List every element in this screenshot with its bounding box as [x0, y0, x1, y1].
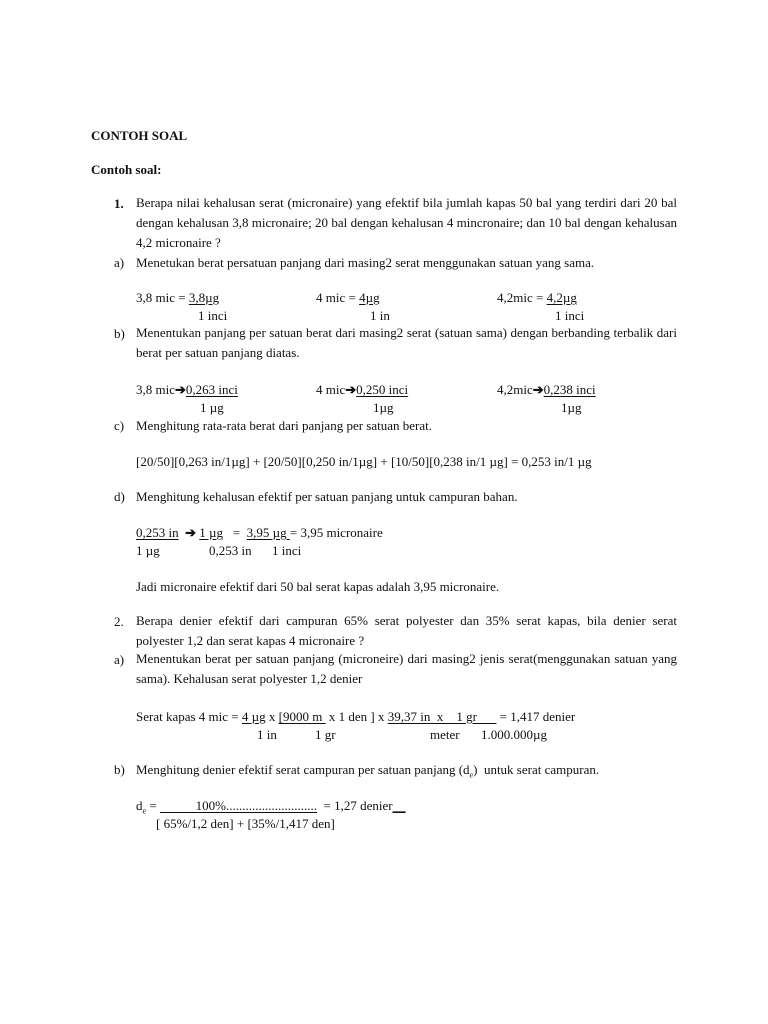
q1-number: 1. — [114, 196, 124, 211]
arrow-icon: ➔ — [185, 525, 197, 540]
q1c-text: Menghitung rata-rata berat dari panjang per satuan berat. — [136, 418, 432, 433]
q2b-text: Menghitung denier efektif serat campuran per satuan panjang $(d_e)$ untuk serat campuran. — [136, 762, 600, 780]
q1a-fraction-1: 3,8 mic = 3,8µg — [136, 290, 220, 305]
q2a-label: a) — [114, 652, 125, 667]
q1a-text: Menetukan berat persatuan panjang dari masing2 serat menggunakan satuan yang sama. — [136, 255, 595, 270]
q2-text: Berapa denier efektif dari campuran 65% serat polyester dan 35% serat kapas, bila denier serat polyester 1,2 dan serat kapas 4 micronaire ? — [136, 613, 677, 648]
q1d-denominator-3: 1 inci — [272, 543, 302, 558]
q2b-denominator: [ 65%/1,2 den] + [35%/1,417 den] — [156, 816, 335, 831]
heading: CONTOH SOAL — [91, 128, 188, 143]
q1b-denominator-3: 1µg — [561, 400, 582, 415]
q1a-fraction-3: 4,2mic = 4,2µg — [497, 290, 577, 305]
q2a-denominator-1: 1 in — [257, 727, 277, 742]
q1d-text: Menghitung kehalusan efektif per satuan panjang untuk campuran bahan. — [136, 489, 518, 504]
q1b-fraction-1: 3,8 mic➔0,263 inci — [136, 382, 238, 397]
q2a-denominator-3: meter — [430, 727, 460, 742]
q1a-denominator-3: 1 inci — [555, 308, 585, 323]
q2a-formula: Serat kapas 4 mic = 4 µg x [9000 m x 1 den ] x 39,37 in x 1 gr = 1,417 denier — [136, 709, 576, 724]
q1b-fraction-2: 4 mic➔0,250 inci — [316, 382, 409, 397]
q1b-text: Menentukan panjang per satuan berat dari masing2 serat (satuan sama) dengan berbanding terbalik dari berat per satuan panjang diatas. — [136, 325, 677, 360]
q2b-label: b) — [114, 762, 125, 777]
q1b-fraction-3: 4,2mic➔0,238 inci — [497, 382, 596, 397]
q2a-denominator-4: 1.000.000µg — [481, 727, 547, 742]
q1c-formula: [20/50][0,263 in/1µg] + [20/50][0,250 in/1µg] + [10/50][0,238 in/1 µg] = 0,253 in/1 µg — [136, 454, 592, 469]
q2a-text: Menentukan berat per satuan panjang (microneire) dari masing2 jenis serat(menggunakan satuan yang sama). Kehalusan serat polyester 1,2 denier — [136, 651, 677, 686]
q2b-formula: $d_e$ = 100%............................ = 1,27 denier__ — [136, 798, 406, 816]
q1a-denominator-2: 1 in — [370, 308, 390, 323]
q1-text: Berapa nilai kehalusan serat (micronaire) yang efektif bila jumlah kapas 50 bal yang terdiri dari 20 bal dengan kehalusan 3,8 micronaire; 20 bal dengan kehalusan 4 mincronaire; dan 10 bal dengan kehalusan 4,2 micronaire ? — [136, 195, 677, 250]
q1a-denominator-1: 1 inci — [198, 308, 228, 323]
q1a-label: a) — [114, 255, 125, 270]
q2a-denominator-2: 1 gr — [315, 727, 336, 742]
q1c-label: c) — [114, 418, 125, 433]
arrow-icon: ➔ — [345, 382, 357, 397]
q1-conclusion: Jadi micronaire efektif dari 50 bal serat kapas adalah 3,95 micronaire. — [136, 579, 500, 594]
q1d-denominator-2: 0,253 in — [209, 543, 252, 558]
q1d-label: d) — [114, 489, 125, 504]
arrow-icon: ➔ — [532, 382, 544, 397]
q1b-denominator-1: 1 µg — [200, 400, 224, 415]
q1d-formula: 0,253 in ➔ 1 µg = 3,95 µg = 3,95 micronaire — [136, 525, 383, 540]
q1b-denominator-2: 1µg — [373, 400, 394, 415]
q1d-denominator-1: 1 µg — [136, 543, 160, 558]
q1b-label: b) — [114, 326, 125, 341]
q1a-fraction-2: 4 mic = 4µg — [316, 290, 380, 305]
subheading: Contoh soal: — [91, 162, 162, 177]
arrow-icon: ➔ — [175, 382, 186, 397]
q2-number: 2. — [114, 614, 124, 629]
